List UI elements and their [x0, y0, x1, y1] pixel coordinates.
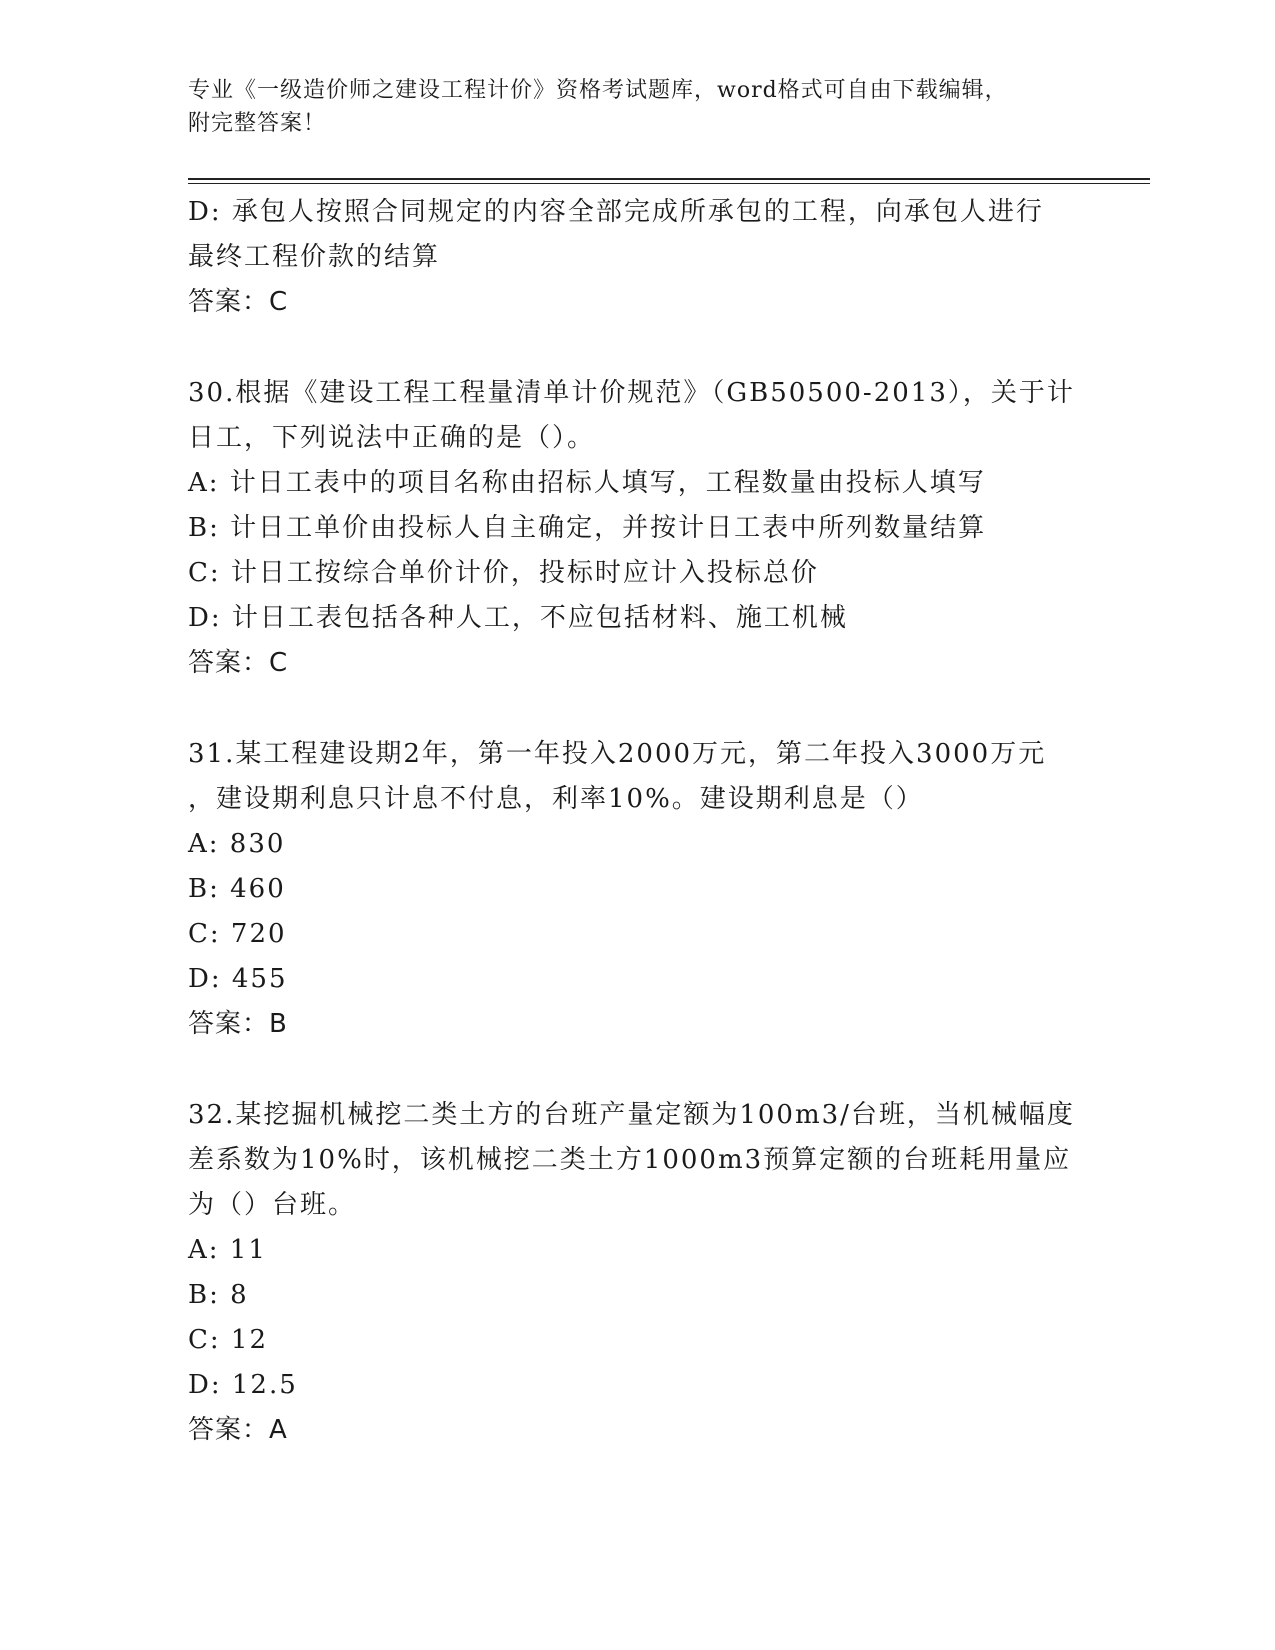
header-line-1: 专业《一级造价师之建设工程计价》资格考试题库，word格式可自由下载编辑，	[188, 78, 1008, 103]
option-c: C: 12	[188, 1325, 269, 1355]
option-d: D: 计日工表包括各种人工，不应包括材料、施工机械	[188, 603, 848, 633]
question-stem-line-3: 为（）台班。	[188, 1190, 357, 1220]
header-line-2: 附完整答案！	[188, 111, 327, 136]
question-stem-line-2: 差系数为10%时，该机械挖二类土方1000m3预算定额的台班耗用量应	[188, 1145, 1072, 1175]
header-divider-thin	[188, 183, 1150, 184]
option-d-line-2: 最终工程价款的结算	[188, 242, 441, 272]
question-list	[188, 190, 1088, 1453]
answer: 答案：C	[188, 287, 289, 317]
option-a: A: 11	[188, 1235, 267, 1265]
question-stem-line-2: 日工，下列说法中正确的是（）。	[188, 423, 596, 453]
question-stem-line-2: ，建设期利息只计息不付息，利率10%。建设期利息是（）	[188, 784, 924, 814]
answer: 答案：A	[188, 1415, 288, 1445]
option-a: A: 830	[188, 829, 286, 859]
question-stem-line-1: 31.某工程建设期2年，第一年投入2000万元，第二年投入3000万元	[188, 739, 1047, 769]
option-b: B: 460	[188, 874, 286, 904]
option-d: D: 455	[188, 964, 288, 994]
option-c: C: 720	[188, 919, 287, 949]
question-30	[188, 371, 1088, 686]
option-d-line-1: D: 承包人按照合同规定的内容全部完成所承包的工程，向承包人进行	[188, 197, 1044, 227]
option-c: C: 计日工按综合单价计价，投标时应计入投标总价	[188, 558, 819, 588]
question-31	[188, 732, 1088, 1047]
document-header	[188, 74, 1088, 140]
header-divider-thick	[188, 178, 1150, 180]
option-b: B: 8	[188, 1280, 249, 1310]
question-stem-line-1: 32.某挖掘机械挖二类土方的台班产量定额为100m3/台班，当机械幅度	[188, 1100, 1075, 1130]
spacer	[188, 325, 1088, 371]
answer: 答案：B	[188, 1009, 288, 1039]
question-32	[188, 1093, 1088, 1453]
question-stem-line-1: 30.根据《建设工程工程量清单计价规范》（GB50500-2013），关于计	[188, 378, 1075, 408]
carryover-question	[188, 190, 1088, 325]
answer: 答案：C	[188, 648, 289, 678]
spacer	[188, 686, 1088, 732]
option-d: D: 12.5	[188, 1370, 298, 1400]
option-b: B: 计日工单价由投标人自主确定，并按计日工表中所列数量结算	[188, 513, 987, 543]
spacer	[188, 1047, 1088, 1093]
option-a: A: 计日工表中的项目名称由招标人填写，工程数量由投标人填写	[188, 468, 986, 498]
